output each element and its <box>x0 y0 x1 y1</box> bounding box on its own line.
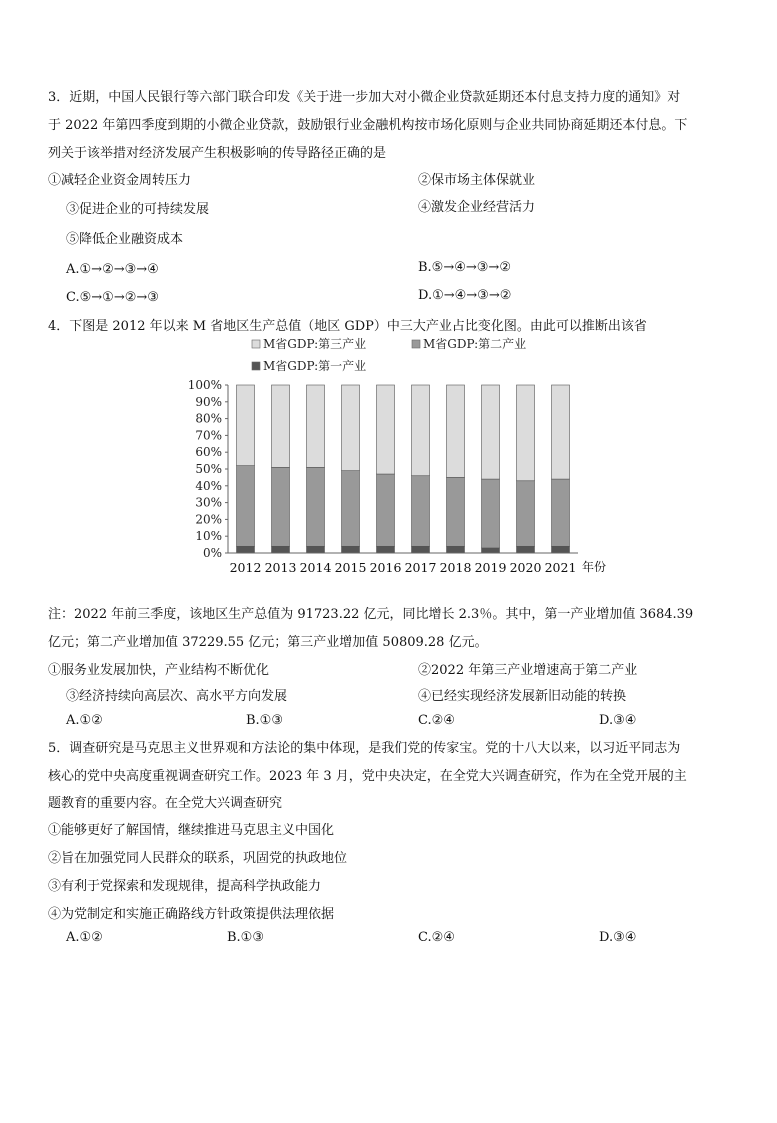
q4-item-2: ②2022 年第三产业增速高于第二产业 <box>418 663 638 678</box>
y-tick-label: 40% <box>195 478 222 493</box>
y-tick-label: 50% <box>195 462 222 476</box>
q4-stem: 4．下图是 2012 年以来 M 省地区生产总值（地区 GDP）中三大产业占比变化图。由此可以推断出该省 <box>48 319 647 334</box>
x-axis <box>228 553 606 575</box>
q3-stem-line-1: 3．近期，中国人民银行等六部门联合印发《关于进一步加大对小微企业贷款延期还本付息支持力度的通知》对 <box>48 90 681 105</box>
q5-stem-line-2: 核心的党中央高度重视调查研究工作。2023 年 3 月，党中央决定，在全党大兴调查研究，作为在全党开展的主 <box>48 769 687 784</box>
q3-item-2: ②保市场主体保就业 <box>418 173 536 188</box>
q5-choice-a[interactable]: A.①② <box>66 930 103 945</box>
bar-segment <box>342 385 360 471</box>
bar-segment <box>517 546 535 553</box>
bar-segment <box>552 479 570 546</box>
y-tick-label: 20% <box>195 512 222 527</box>
q4-choice-c[interactable]: C.②④ <box>418 713 455 728</box>
y-tick-label: 60% <box>195 445 222 460</box>
y-tick-label: 0% <box>202 546 222 560</box>
bar-segment <box>482 479 500 548</box>
y-tick-label: 90% <box>195 394 222 409</box>
q4-item-4: ④已经实现经济发展新旧动能的转换 <box>418 689 627 704</box>
q5-choice-d[interactable]: D.③④ <box>599 930 637 945</box>
x-tick-label: 2018 <box>439 560 472 575</box>
q4-note-line-1: 注：2022 年前三季度，该地区生产总值为 91723.22 亿元，同比增长 2.3％。其中，第一产业增加值 3684.39 <box>48 607 694 622</box>
x-tick-label: 2016 <box>369 560 402 575</box>
q3-item-5: ⑤降低企业融资成本 <box>66 232 184 247</box>
q3-item-1: ①减轻企业资金周转压力 <box>48 173 192 188</box>
q4-item-1: ①服务业发展加快，产业结构不断优化 <box>48 663 270 678</box>
q3-choice-c[interactable]: C.⑤→①→②→③ <box>66 290 159 305</box>
x-tick-label: 2017 <box>404 560 437 575</box>
bar-segment <box>377 546 395 553</box>
bar-segment <box>482 385 500 479</box>
bar-segment <box>272 385 290 467</box>
q4-note-line-2: 亿元；第二产业增加值 37229.55 亿元；第三产业增加值 50809.28 亿元。 <box>48 635 488 650</box>
x-tick-label: 2020 <box>509 560 542 575</box>
q3-choice-d[interactable]: D.①→④→③→② <box>418 288 512 303</box>
q3-stem-line-3: 列关于该举措对经济发展产生积极影响的传导路径正确的是 <box>48 146 387 161</box>
bar-segment <box>517 385 535 481</box>
bar-segment <box>272 546 290 553</box>
q4-choice-a[interactable]: A.①② <box>66 713 103 728</box>
q5-stem-line-3: 题教育的重要内容。在全党大兴调查研究 <box>48 796 283 811</box>
x-tick-label: 2014 <box>299 560 332 575</box>
bar-segment <box>412 476 430 547</box>
x-tick-label: 2013 <box>264 560 297 575</box>
bar-segment <box>447 385 465 477</box>
q4-choice-d[interactable]: D.③④ <box>599 713 637 728</box>
q5-item-4: ④为党制定和实施正确路线方针政策提供法理依据 <box>48 907 335 922</box>
q5-item-3: ③有利于党探索和发现规律，提高科学执政能力 <box>48 879 322 894</box>
q5-item-2: ②旨在加强党同人民群众的联系，巩固党的执政地位 <box>48 851 348 866</box>
bar-segment <box>412 385 430 476</box>
bars <box>237 385 570 553</box>
q5-item-1: ①能够更好了解国情，继续推进马克思主义中国化 <box>48 823 335 838</box>
x-axis-label: 年份 <box>582 560 607 574</box>
bar-segment <box>237 546 255 553</box>
y-tick-label: 70% <box>195 428 222 443</box>
bar-segment <box>307 467 325 546</box>
x-tick-label: 2021 <box>544 560 577 575</box>
y-tick-label: 80% <box>195 411 222 426</box>
q5-choice-c[interactable]: C.②④ <box>418 930 455 945</box>
legend-swatch <box>252 340 260 348</box>
bar-segment <box>272 467 290 546</box>
y-tick-label: 100% <box>187 378 222 392</box>
y-tick-label: 30% <box>195 495 222 510</box>
bar-segment <box>552 385 570 479</box>
legend-swatch <box>412 340 420 348</box>
legend-label: M省GDP:第二产业 <box>423 337 527 351</box>
bar-segment <box>447 546 465 553</box>
q3-item-4: ④激发企业经营活力 <box>418 200 536 215</box>
bar-segment <box>307 385 325 467</box>
bar-segment <box>237 466 255 547</box>
x-tick-label: 2012 <box>229 560 262 575</box>
q5-choice-b[interactable]: B.①③ <box>227 930 264 945</box>
chart-legend <box>252 336 526 373</box>
bar-segment <box>517 481 535 547</box>
y-tick-label: 10% <box>195 529 222 544</box>
q3-item-3: ③促进企业的可持续发展 <box>66 202 210 217</box>
legend-label: M省GDP:第三产业 <box>263 337 367 351</box>
bar-segment <box>482 548 500 553</box>
bar-segment <box>307 546 325 553</box>
legend-label: M省GDP:第一产业 <box>263 359 367 373</box>
bar-segment <box>342 546 360 553</box>
q3-choice-b[interactable]: B.⑤→④→③→② <box>418 260 511 275</box>
x-tick-label: 2019 <box>474 560 507 575</box>
q3-stem-line-2: 于 2022 年第四季度到期的小微企业贷款，鼓励银行业金融机构按市场化原则与企业共同协商延期还本付息。下 <box>48 118 688 133</box>
bar-segment <box>412 546 430 553</box>
bar-segment <box>447 477 465 546</box>
bar-segment <box>552 546 570 553</box>
q3-choice-a[interactable]: A.①→②→③→④ <box>66 262 159 277</box>
q5-stem-line-1: 5．调查研究是马克思主义世界观和方法论的集中体现，是我们党的传家宝。党的十八大以来，以习近平同志为 <box>48 741 681 756</box>
q4-choice-b[interactable]: B.①③ <box>246 713 283 728</box>
stacked-bar-chart <box>180 328 607 584</box>
x-tick-label: 2015 <box>334 560 367 575</box>
bar-segment <box>342 471 360 547</box>
bar-segment <box>377 385 395 474</box>
q4-item-3: ③经济持续向高层次、高水平方向发展 <box>66 689 288 704</box>
y-axis <box>188 378 228 560</box>
bar-segment <box>237 385 255 466</box>
legend-swatch <box>252 362 260 370</box>
bar-segment <box>377 474 395 546</box>
